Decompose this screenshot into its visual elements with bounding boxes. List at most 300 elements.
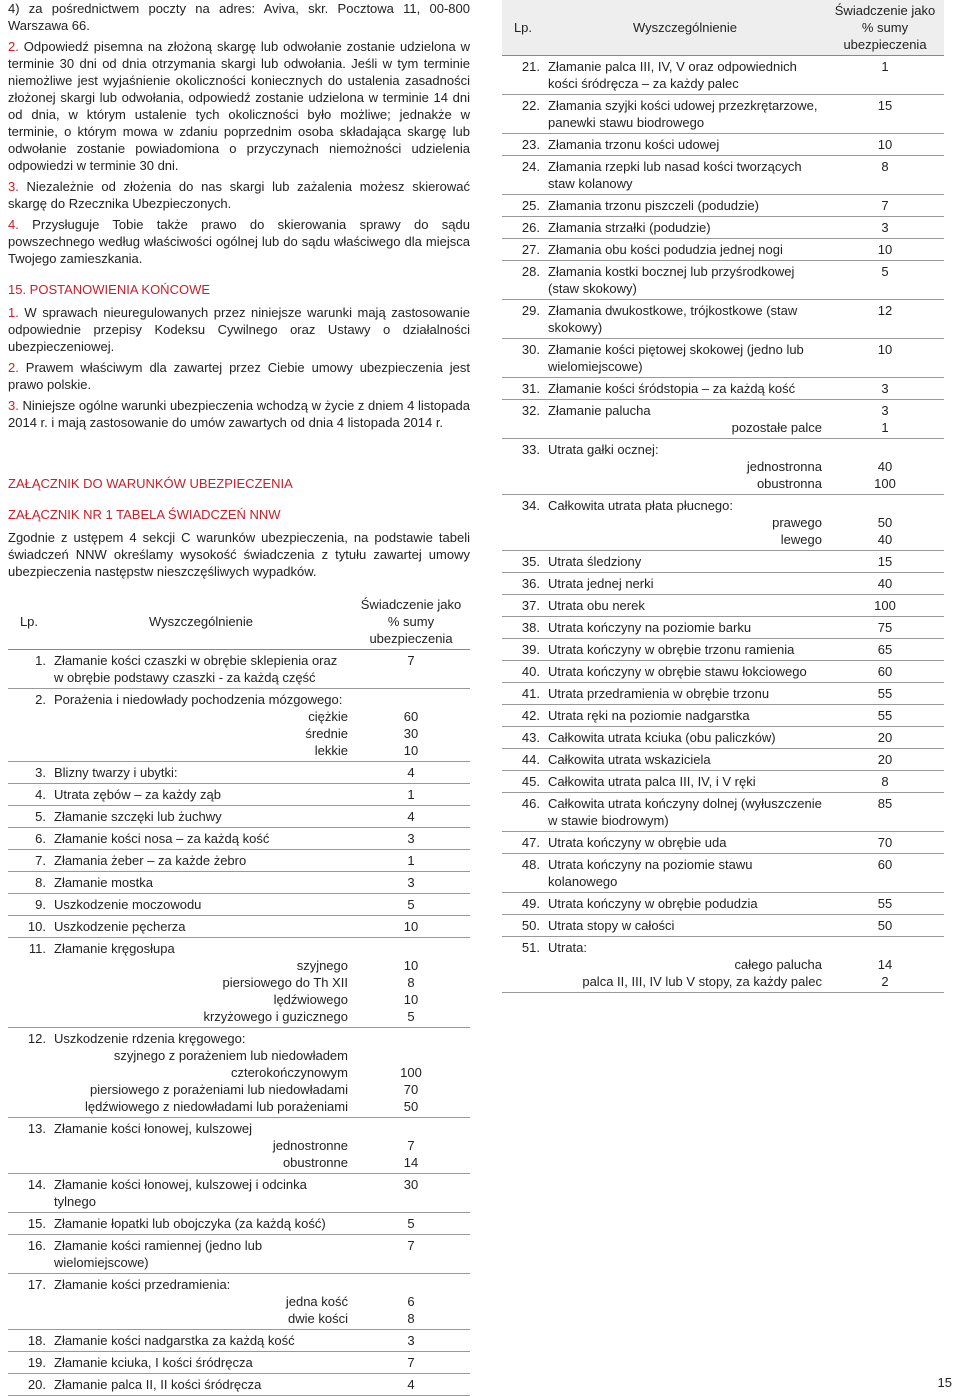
row-number: 4.	[35, 787, 46, 802]
table-row	[502, 156, 944, 195]
row-sub-label: piersiowego do Th XII	[222, 975, 348, 990]
paragraph-4: 4) za pośrednictwem poczty na adres: Aviva, skr. Pocztowa 11, 00-800 Warszawa 66.	[8, 1, 470, 33]
row-number: 32.	[521, 403, 540, 418]
table-row	[502, 617, 944, 639]
row-description-text: Utrata gałki ocznej:	[548, 442, 659, 457]
row-number: 34.	[521, 498, 540, 513]
row-sub-label: ciężkie	[308, 709, 348, 724]
row-description	[544, 156, 826, 195]
row-value-text: 7	[881, 198, 889, 213]
row-sub-value: 40	[877, 459, 893, 474]
row-sub-value: 40	[877, 532, 893, 547]
row-description-text: Całkowita utrata kciuka (obu paliczków)	[548, 730, 776, 745]
row-value-text: 75	[877, 620, 893, 635]
row-description	[544, 261, 826, 300]
row-value-text: 5	[407, 1216, 415, 1231]
row-value-text: 55	[877, 708, 893, 723]
row-description	[50, 1174, 352, 1213]
row-description	[50, 1274, 352, 1330]
row-number: 33.	[521, 442, 540, 457]
row-value	[826, 300, 944, 339]
table-row	[502, 217, 944, 239]
row-value	[826, 95, 944, 134]
row-number: 38.	[521, 620, 540, 635]
row-value-text: 4	[407, 809, 415, 824]
row-description-text: Złamanie kości łonowej, kulszowej i odcinka tylnego	[54, 1177, 307, 1209]
row-number: 48.	[521, 857, 540, 872]
row-description-text: Utrata śledziony	[548, 554, 642, 569]
row-number: 30.	[521, 342, 540, 357]
row-number: 50.	[521, 918, 540, 933]
row-number: 7.	[35, 853, 46, 868]
benefit-table-left	[8, 594, 470, 1396]
row-value	[826, 727, 944, 749]
row-description	[544, 832, 826, 854]
row-description	[544, 771, 826, 793]
row-sub-value: 50	[403, 1099, 419, 1114]
row-description	[544, 495, 826, 551]
row-value-text: 10	[877, 242, 893, 257]
row-description	[544, 217, 826, 239]
row-value	[352, 938, 470, 1028]
row-sub-label: lekkie	[314, 743, 348, 758]
row-number: 43.	[521, 730, 540, 745]
row-description	[544, 854, 826, 893]
row-value-text: 50	[877, 918, 893, 933]
row-sub-value: 100	[400, 1065, 422, 1080]
row-value-text: 7	[407, 653, 415, 668]
table-row	[8, 894, 470, 916]
row-description	[544, 617, 826, 639]
row-description	[544, 239, 826, 261]
row-description	[544, 134, 826, 156]
row-value-text: 70	[877, 835, 893, 850]
row-sub-value: 10	[403, 958, 419, 973]
table-row	[502, 339, 944, 378]
table-row	[502, 300, 944, 339]
row-value	[826, 400, 944, 439]
row-description-text: Złamanie kości łonowej, kulszowej	[54, 1121, 252, 1136]
row-description	[544, 749, 826, 771]
row-number: 44.	[521, 752, 540, 767]
left-column	[8, 0, 470, 1396]
row-number: 40.	[521, 664, 540, 679]
row-value	[826, 134, 944, 156]
row-value	[826, 832, 944, 854]
row-description	[50, 828, 352, 850]
row-value	[826, 771, 944, 793]
row-sub-value: 8	[407, 1311, 415, 1326]
row-value	[826, 495, 944, 551]
row-sub-label: prawego	[772, 515, 822, 530]
row-value-text: 55	[877, 686, 893, 701]
row-sub-label: średnie	[305, 726, 348, 741]
row-sub-label: lędźwiowego z niedowładami lub porażeniami	[84, 1099, 348, 1114]
table-row	[502, 95, 944, 134]
row-value	[352, 762, 470, 784]
row-description-text: Złamania obu kości podudzia jednej nogi	[548, 242, 783, 257]
row-description	[50, 872, 352, 894]
table-row	[8, 828, 470, 850]
table-row	[8, 650, 470, 689]
row-description	[544, 339, 826, 378]
row-value	[826, 156, 944, 195]
row-value	[352, 806, 470, 828]
row-value-text: 5	[881, 264, 889, 279]
page-number: 15	[937, 1375, 952, 1390]
table-row	[502, 400, 944, 439]
row-value	[352, 1374, 470, 1396]
row-value	[352, 650, 470, 689]
row-description	[50, 689, 352, 762]
table-row	[502, 705, 944, 727]
table-row	[8, 872, 470, 894]
row-value	[352, 872, 470, 894]
row-number: 6.	[35, 831, 46, 846]
row-description-text: Złamanie kości śródstopia – za każdą kość	[548, 381, 796, 396]
row-description-text: Złamanie palucha	[548, 403, 651, 418]
table-row	[502, 261, 944, 300]
col-lp: Lp.	[502, 0, 544, 56]
row-sub-label: jednostronne	[272, 1138, 348, 1153]
row-description-text: Utrata kończyny na poziomie barku	[548, 620, 752, 635]
row-description-text: Złamanie kości nosa – za każdą kość	[54, 831, 270, 846]
row-description	[50, 894, 352, 916]
row-description-text: Utrata obu nerek	[548, 598, 645, 613]
row-number: 11.	[28, 941, 46, 956]
row-sub-label: jednostronna	[746, 459, 822, 474]
annex-heading: ZAŁĄCZNIK DO WARUNKÓW UBEZPIECZENIA	[8, 476, 293, 491]
row-value-text: 5	[407, 897, 415, 912]
row-description-text: Złamanie kości piętowej skokowej (jedno lub wielomiejscowe)	[548, 342, 804, 374]
row-description-text: Uszkodzenie moczowodu	[54, 897, 202, 912]
row-value-text: 55	[877, 896, 893, 911]
row-number: 35.	[521, 554, 540, 569]
row-value	[352, 1274, 470, 1330]
row-sub-label: palca II, III, IV lub V stopy, za każdy palec	[582, 974, 822, 989]
row-value	[826, 854, 944, 893]
row-number: 25.	[521, 198, 540, 213]
row-description	[50, 784, 352, 806]
paragraph-2: 2. Odpowiedź pisemna na złożoną skargę lub odwołanie zostanie udzielona w terminie 30 dni od dnia otrzymania skargi lub odwołania. Jeśli w tym terminie niemożliwe jest wyjaśnienie okoliczności koniecznych do ustalenia zasadności złożonej skargi lub odwołania, odpowiedź zostanie udzielona w terminie 14 dni od dnia, w którym ustalenie tych okoliczności było możliwe; jednakże w terminie, o którym mowa w zdaniu poprzednim osoba składająca skargę lub odwołanie zostanie powiadomiona o przyczynach niemożności udzielenia odpowiedzi w terminie 30 dni.	[8, 39, 470, 173]
row-value	[826, 217, 944, 239]
row-value	[826, 893, 944, 915]
row-number: 31.	[521, 381, 540, 396]
row-description	[50, 1374, 352, 1396]
row-value	[352, 1028, 470, 1118]
row-value-text: 3	[881, 381, 889, 396]
table-row	[502, 661, 944, 683]
row-description	[50, 938, 352, 1028]
row-value-text: 3	[881, 403, 889, 418]
final-1: 1. W sprawach nieuregulowanych przez niniejsze warunki mają zastosowanie odpowiednie przepisy Kodeksu Cywilnego oraz Ustawy o działalności ubezpieczeniowej.	[8, 305, 470, 354]
row-description-text: Złamania strzałki (podudzie)	[548, 220, 711, 235]
row-value-text: 10	[403, 919, 419, 934]
row-sub-label: dwie kości	[288, 1311, 348, 1326]
table-row	[8, 1235, 470, 1274]
table-row	[502, 134, 944, 156]
paragraph-3: 3. Niezależnie od złożenia do nas skargi lub zażalenia możesz skierować skargę do Rzecznika Ubezpieczonych.	[8, 179, 470, 211]
table-row	[8, 1118, 470, 1174]
row-value	[352, 894, 470, 916]
table-row	[502, 595, 944, 617]
row-description-text: Utrata kończyny w obrębie uda	[548, 835, 727, 850]
row-description-text: Złamanie mostka	[54, 875, 153, 890]
row-value-text: 20	[877, 752, 893, 767]
row-number: 19.	[27, 1355, 46, 1370]
table-row	[502, 495, 944, 551]
row-number: 37.	[521, 598, 540, 613]
row-description	[544, 378, 826, 400]
row-value	[826, 661, 944, 683]
row-sub-value: 100	[874, 476, 896, 491]
row-value	[826, 378, 944, 400]
col-lp: Lp.	[8, 594, 50, 650]
row-value	[826, 573, 944, 595]
row-description-text: Złamania żeber – za każde żebro	[54, 853, 247, 868]
row-sub-value: 50	[877, 515, 893, 530]
row-number: 15.	[27, 1216, 46, 1231]
row-description-text: Całkowita utrata palca III, IV, i V ręki	[548, 774, 756, 789]
row-description-text: Złamanie kręgosłupa	[54, 941, 175, 956]
table-row	[502, 749, 944, 771]
row-number: 3.	[35, 765, 46, 780]
row-description-text: Złamanie kciuka, I kości śródręcza	[54, 1355, 253, 1370]
row-description	[544, 56, 826, 95]
table-row	[8, 1028, 470, 1118]
row-value	[826, 793, 944, 832]
row-value	[826, 339, 944, 378]
table-row	[502, 239, 944, 261]
table-row	[8, 806, 470, 828]
table-row	[8, 850, 470, 872]
row-sub-label: krzyżowego i guzicznego	[203, 1009, 348, 1024]
row-sub-value: 14	[403, 1155, 419, 1170]
row-description-text: Złamanie szczęki lub żuchwy	[54, 809, 222, 824]
row-sub-label: pozostałe palce	[731, 420, 822, 435]
row-value	[352, 1118, 470, 1174]
row-sub-label: szyjnego	[296, 958, 348, 973]
row-sub-value: 2	[881, 974, 889, 989]
row-sub-value: 8	[407, 975, 415, 990]
row-value-text: 85	[877, 796, 893, 811]
row-value	[826, 595, 944, 617]
row-value	[352, 916, 470, 938]
row-description	[544, 300, 826, 339]
row-sub-value: 7	[407, 1138, 415, 1153]
table-row	[502, 793, 944, 832]
table-row	[502, 378, 944, 400]
row-description-text: Złamanie palca II, II kości śródręcza	[54, 1377, 262, 1392]
row-sub-value: 30	[403, 726, 419, 741]
benefit-table-right	[502, 0, 944, 993]
row-description	[544, 400, 826, 439]
row-number: 18.	[27, 1333, 46, 1348]
row-description-text: Uszkodzenie pęcherza	[54, 919, 186, 934]
row-sub-label: lewego	[780, 532, 822, 547]
row-description-text: Utrata ręki na poziomie nadgarstka	[548, 708, 750, 723]
row-description	[544, 95, 826, 134]
row-value-text: 15	[877, 98, 893, 113]
row-value	[352, 850, 470, 872]
row-value-text: 60	[877, 664, 893, 679]
row-description-text: Złamania trzonu kości udowej	[548, 137, 720, 152]
row-description	[50, 1352, 352, 1374]
row-sub-value: 6	[407, 1294, 415, 1309]
row-sub-label: całego palucha	[734, 957, 822, 972]
row-value-text: 30	[403, 1177, 419, 1192]
row-value-text: 40	[877, 576, 893, 591]
row-number: 10.	[27, 919, 46, 934]
row-description-text: Utrata przedramienia w obrębie trzonu	[548, 686, 770, 701]
row-value	[352, 689, 470, 762]
row-value-text: 8	[881, 159, 889, 174]
row-description-text: Złamanie kości nadgarstka za każdą kość	[54, 1333, 295, 1348]
row-description-text: Utrata kończyny na poziomie stawu kolanowego	[548, 857, 753, 889]
row-number: 14.	[27, 1177, 46, 1192]
row-value	[352, 1330, 470, 1352]
row-description	[50, 916, 352, 938]
row-description-text: Złamania rzepki lub nasad kości tworzących staw kolanowy	[548, 159, 802, 191]
row-value	[352, 1352, 470, 1374]
row-sub-label: lędźwiowego	[273, 992, 348, 1007]
row-description	[544, 683, 826, 705]
row-description-text: Złamania trzonu piszczeli (podudzie)	[548, 198, 759, 213]
row-sub-value: 1	[881, 420, 889, 435]
row-value	[826, 639, 944, 661]
row-value-text: 4	[407, 765, 415, 780]
table-row	[8, 1374, 470, 1396]
col-val: Świadczenie jako % sumy ubezpieczenia	[352, 594, 470, 650]
row-number: 17.	[27, 1277, 46, 1292]
row-number: 28.	[521, 264, 540, 279]
row-sub-label: obustronne	[282, 1155, 348, 1170]
row-value	[826, 915, 944, 937]
row-number: 51.	[521, 940, 540, 955]
row-description-text: Całkowita utrata wskaziciela	[548, 752, 711, 767]
row-description-text: Utrata jednej nerki	[548, 576, 654, 591]
row-value	[826, 195, 944, 217]
table-row	[502, 771, 944, 793]
table-row	[8, 1213, 470, 1235]
row-number: 9.	[35, 897, 46, 912]
row-value	[352, 828, 470, 850]
row-description	[544, 727, 826, 749]
table-row	[502, 439, 944, 495]
row-sub-label: obustronna	[756, 476, 822, 491]
row-description	[544, 195, 826, 217]
row-description	[50, 650, 352, 689]
table-row	[502, 915, 944, 937]
row-number: 8.	[35, 875, 46, 890]
row-sub-value: 5	[407, 1009, 415, 1024]
row-value	[826, 617, 944, 639]
row-value-text: 1	[881, 59, 889, 74]
table-row	[502, 551, 944, 573]
row-value-text: 1	[407, 853, 415, 868]
row-value	[826, 705, 944, 727]
table-row	[502, 854, 944, 893]
row-value	[826, 937, 944, 993]
table-row	[8, 1352, 470, 1374]
row-value-text: 3	[407, 1333, 415, 1348]
row-description-text: Blizny twarzy i ubytki:	[54, 765, 178, 780]
row-value-text: 100	[874, 598, 896, 613]
row-number: 24.	[521, 159, 540, 174]
table-row	[502, 573, 944, 595]
row-number: 45.	[521, 774, 540, 789]
table-row	[502, 893, 944, 915]
table-row	[502, 727, 944, 749]
table-row	[502, 56, 944, 95]
table-row	[8, 762, 470, 784]
row-number: 12.	[27, 1031, 46, 1046]
row-number: 13.	[27, 1121, 46, 1136]
row-description	[544, 439, 826, 495]
table-row	[8, 1174, 470, 1213]
row-value	[826, 261, 944, 300]
row-number: 49.	[521, 896, 540, 911]
row-description	[544, 551, 826, 573]
row-number: 23.	[521, 137, 540, 152]
row-value	[826, 239, 944, 261]
annex-intro: Zgodnie z ustępem 4 sekcji C warunków ubezpieczenia, na podstawie tabeli świadczeń NNW określamy wysokość świadczenia z tytułu zawartej umowy ubezpieczenia następstw nieszczęśliwych wypadków.	[8, 530, 470, 579]
table-row	[502, 639, 944, 661]
row-description	[544, 705, 826, 727]
row-description	[544, 639, 826, 661]
row-value-text: 4	[407, 1377, 415, 1392]
row-description-text: Utrata kończyny w obrębie podudzia	[548, 896, 758, 911]
row-description-text: Całkowita utrata płata płucnego:	[548, 498, 734, 513]
table-row	[8, 938, 470, 1028]
row-value	[826, 683, 944, 705]
row-value-text: 3	[881, 220, 889, 235]
row-sub-value: 10	[403, 743, 419, 758]
final-3: 3. Niniejsze ogólne warunki ubezpieczenia wchodzą w życie z dniem 4 listopada 2014 r. i mają zastosowanie do umów zawartych od dnia 4 listopada 2014 r.	[8, 398, 470, 430]
row-sub-label: jedna kość	[285, 1294, 348, 1309]
row-value	[826, 551, 944, 573]
row-description-text: Złamanie łopatki lub obojczyka (za każdą kość)	[54, 1216, 326, 1231]
row-description	[544, 937, 826, 993]
row-description-text: Złamanie kości czaszki w obrębie sklepienia oraz w obrębie podstawy czaszki - za każdą część	[54, 653, 338, 685]
row-description	[50, 806, 352, 828]
row-sub-value: 60	[403, 709, 419, 724]
section-15-heading: 15. POSTANOWIENIA KOŃCOWE	[8, 282, 211, 297]
right-column	[502, 0, 944, 993]
table-row	[502, 195, 944, 217]
row-number: 47.	[521, 835, 540, 850]
row-sub-label: piersiowego z porażeniami lub niedowładami	[90, 1082, 348, 1097]
row-description	[50, 1213, 352, 1235]
table-row	[8, 1330, 470, 1352]
row-description	[50, 1330, 352, 1352]
row-number: 39.	[521, 642, 540, 657]
row-sub-value: 14	[877, 957, 893, 972]
table-row	[502, 832, 944, 854]
row-description-text: Złamanie palca III, IV, V oraz odpowiednich kości śródręcza – za każdy palec	[548, 59, 797, 91]
row-number: 2.	[35, 692, 46, 707]
row-number: 27.	[521, 242, 540, 257]
row-description	[544, 595, 826, 617]
row-value-text: 8	[881, 774, 889, 789]
row-number: 5.	[35, 809, 46, 824]
row-description	[50, 762, 352, 784]
row-value-text: 10	[877, 342, 893, 357]
table-row	[502, 683, 944, 705]
row-number: 22.	[521, 98, 540, 113]
row-number: 20.	[27, 1377, 46, 1392]
row-value	[352, 1174, 470, 1213]
